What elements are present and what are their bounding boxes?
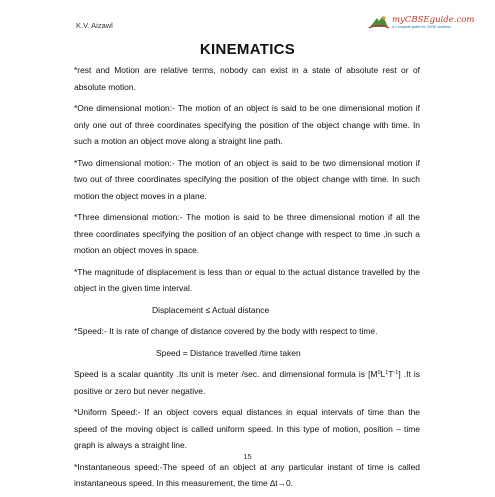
speed-scalar-tail: .It is positive or zero but never negative. <box>74 369 420 396</box>
site-logo[interactable] <box>368 12 475 34</box>
page-number: 15 <box>243 452 252 461</box>
logo-tagline: A Complete guide for CBSE students <box>392 24 451 29</box>
paragraph-two-dimensional: *Two dimensional motion:- The motion of an object is said to be two dimensional motion if two out of three coordinates specifying the position of the object change with time. In such motion the object moves in a plane. <box>74 157 420 201</box>
dim-l: L <box>380 369 386 379</box>
paragraph-rest-motion: *rest and Motion are relative terms, nobody can exist in a state of absolute rest or of absolute motion. <box>74 65 420 92</box>
paragraph-three-dimensional: *Three dimensional motion:- The motion is said to be three dimensional motion if all the three coordinates specifying the position of an object change with respect to time ,in such a motion an object moves in space. <box>74 212 420 255</box>
dim-t-exp: -1 <box>393 370 399 376</box>
paragraph-one-dimensional: *One dimensional motion:- The motion of an object is said to be one dimensional motion if only one out of three coordinates specifying the position of the object change with time. In such a motion an object move along a straight line path. <box>74 103 420 146</box>
header-author: K.V. Aizawl <box>76 21 113 30</box>
dim-m: M <box>370 369 378 379</box>
paragraph-speed-scalar: Speed is a scalar quantity .Its unit is meter /sec. and dimensional formula is $[M^0L^1T^{-1}]$ .It is positive or zero but never negative. <box>74 369 420 396</box>
formula-displacement: Displacement ≤ Actual distance <box>152 304 270 315</box>
dim-l-exp: 1 <box>385 370 389 376</box>
document-body <box>74 62 420 497</box>
dim-m-exp: 0 <box>377 370 381 376</box>
formula-speed: Speed = Distance travelled /time taken <box>156 347 301 358</box>
page-title: KINEMATICS <box>199 41 296 58</box>
paragraph-displacement: *The magnitude of displacement is less than or equal to the actual distance travelled by the object in the given time interval. <box>74 266 420 293</box>
paragraph-instantaneous-speed: *Instantaneous speed:-The speed of an object at any particular instant of time is called instantaneous speed. In this measurement, the time ∆t→0. <box>74 461 420 488</box>
logo-emblem-icon <box>368 14 390 32</box>
paragraph-speed: *Speed:- It is rate of change of distance covered by the body with respect to time. <box>74 326 378 336</box>
speed-scalar-text: Speed is a scalar quantity .Its unit is meter /sec. and dimensional formula is <box>74 369 365 379</box>
paragraph-uniform-speed: *Uniform Speed:- If an object covers equal distances in equal intervals of time than the speed of the moving object is called uniform speed. In this type of motion, position – time graph is always a straight line. <box>74 407 420 450</box>
logo-brand-text: myCBSEguide.com <box>392 15 475 26</box>
dim-t: T <box>388 369 394 379</box>
